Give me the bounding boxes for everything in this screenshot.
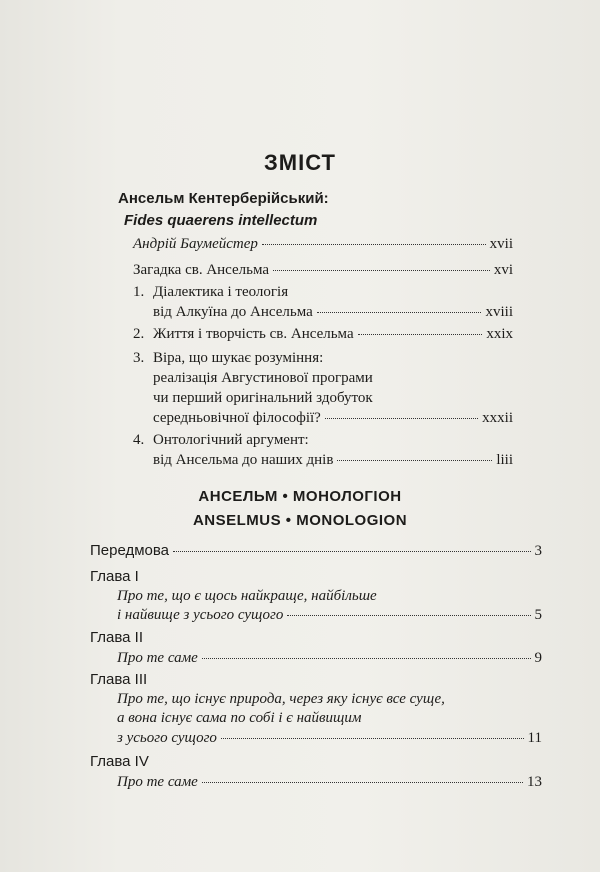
toc-entry-byline[interactable] (133, 234, 513, 254)
dot-leader (262, 244, 486, 245)
dot-leader (173, 551, 530, 552)
item-number: 1. (133, 284, 145, 300)
toc-entry-preface[interactable] (90, 541, 542, 561)
page-number: xvii (489, 236, 513, 252)
chapter-title-line: Про те, що є щось найкраще, найбільше (117, 588, 377, 604)
toc-entry-riddle[interactable] (133, 260, 513, 280)
dot-leader (317, 312, 482, 313)
toc-entry-item-2[interactable] (153, 324, 513, 344)
entry-title: Загадка св. Ансельма (133, 262, 270, 278)
chapter-label: Глава II (90, 629, 144, 646)
chapter-title-line: Про те саме (117, 774, 198, 790)
dot-leader (202, 782, 523, 783)
chapter-label: Глава IV (90, 753, 149, 770)
chapter-title-line: Про те, що існує природа, через яку існує все суще, (117, 691, 445, 707)
chapter-label: Глава III (90, 671, 148, 688)
item-line: Онтологічний аргумент: (153, 432, 309, 448)
dot-leader (273, 270, 490, 271)
dot-leader (358, 334, 483, 335)
toc-entry-item-3[interactable] (153, 408, 513, 428)
item-line: Діалектика і теологія (153, 284, 289, 300)
toc-entry-item-4[interactable] (153, 450, 513, 470)
chapter-title-line: і найвище з усього сущого (117, 607, 284, 623)
item-line: середньовічної філософії? (153, 410, 321, 426)
dot-leader (287, 615, 530, 616)
page-number: xvi (493, 262, 513, 278)
page-number: 13 (527, 774, 542, 790)
toc-entry-chapter-4[interactable] (117, 772, 542, 792)
page-number: 11 (527, 730, 542, 746)
item-number: 3. (133, 350, 145, 366)
toc-entry-item-1[interactable] (153, 302, 513, 322)
chapter-title-line: а вона існує сама по собі і є найвищим (117, 710, 362, 726)
item-line: від Ансельма до наших днів (153, 452, 334, 468)
item-line: Життя і творчість св. Ансельма (153, 326, 354, 342)
contents-title: ЗМІСТ (264, 150, 336, 175)
toc-entry-chapter-3[interactable] (117, 728, 542, 748)
item-number: 4. (133, 432, 145, 448)
page-number: 3 (534, 543, 542, 559)
byline-text: Андрій Баумейстер (133, 236, 258, 252)
section-heading-ua: АНСЕЛЬМ • МОНОЛОГІОН (198, 488, 402, 505)
chapter-title-line: з усього сущого (117, 730, 217, 746)
section-heading-la: ANSELMUS • MONOLOGION (192, 512, 408, 529)
dot-leader (325, 418, 478, 419)
toc-entry-chapter-2[interactable] (117, 648, 542, 668)
dot-leader (337, 460, 492, 461)
item-line: чи перший оригінальний здобуток (153, 390, 373, 406)
page-number: xxix (486, 326, 513, 342)
page-number: liii (496, 452, 513, 468)
item-line: реалізація Августинової програми (153, 370, 373, 386)
page-number: 9 (534, 650, 542, 666)
chapter-label: Глава I (90, 568, 139, 585)
page-number: xviii (485, 304, 513, 320)
page-number: xxxii (482, 410, 513, 426)
item-line: Віра, що шукає розуміння: (153, 350, 324, 366)
dot-leader (202, 658, 531, 659)
item-line: від Алкуїна до Ансельма (153, 304, 313, 320)
chapter-title-line: Про те саме (117, 650, 198, 666)
dot-leader (221, 738, 524, 739)
entry-title: Передмова (90, 542, 170, 559)
intro-work-title: Fides quaerens intellectum (124, 212, 318, 229)
page-number: 5 (534, 607, 542, 623)
intro-author: Ансельм Кентерберійський: (118, 190, 329, 207)
toc-entry-chapter-1[interactable] (117, 605, 542, 625)
item-number: 2. (133, 326, 145, 342)
